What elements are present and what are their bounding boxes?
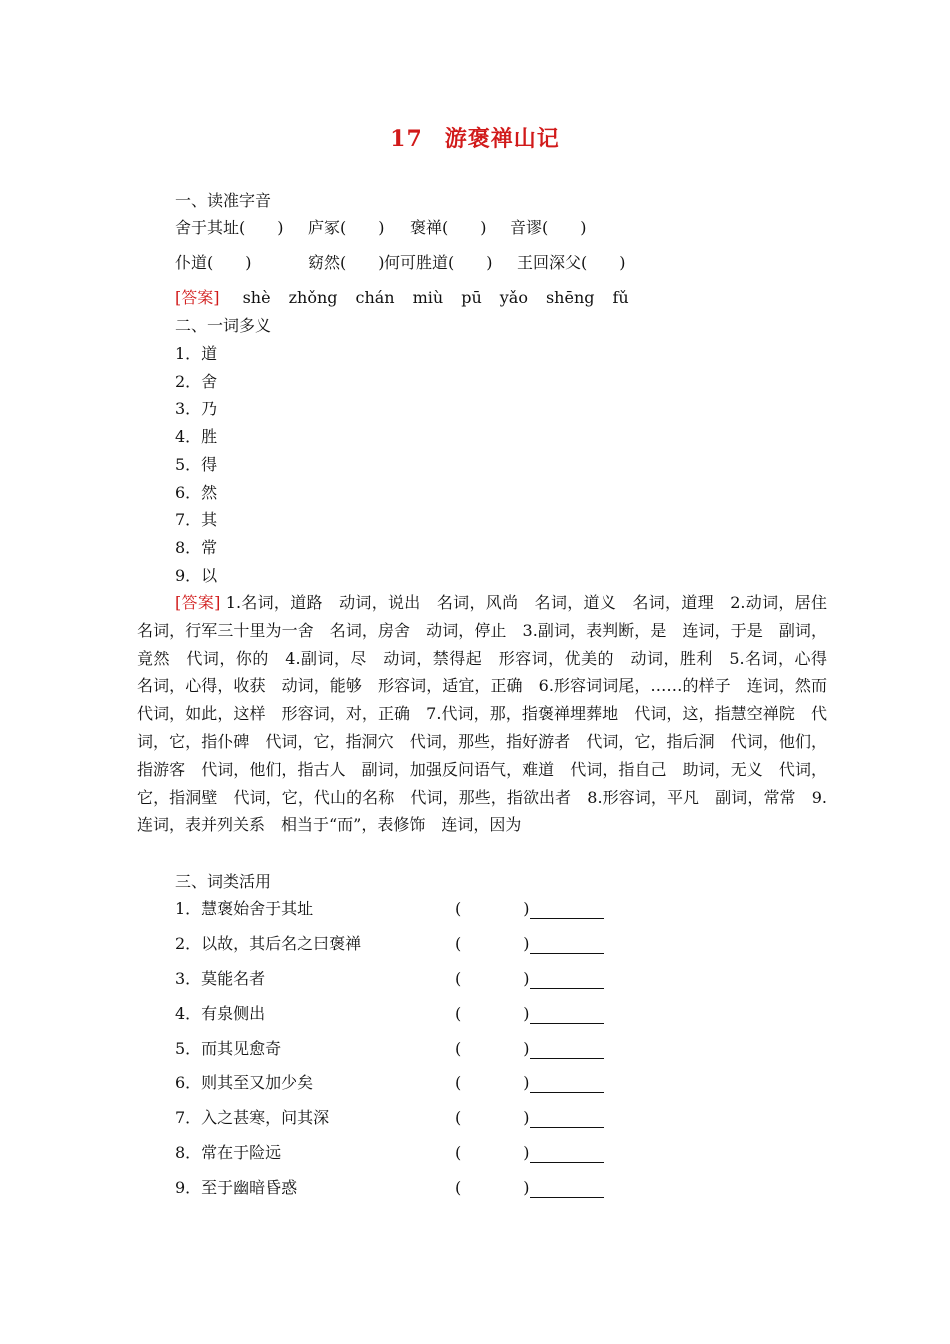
polysemy-item: 2．舍	[175, 372, 218, 391]
answer-text: 1.名词，道路 动词，说出 名词，风尚 名词，道义 名词，道理 2.动词，居住 名词，行军三十里为一舍 名词，房舍 动词，停止 3.副词，表判断，是 连词，于是 副词，竟然 代词，你的 4.副词，尽 动词，禁得起 形容词，优美的 动词，胜利 5.名词，心得 名词，心得，收获 动词，能够 形容词，适宜，正确 6.形容词词尾，……的样子 连词，然而 代词，如此，这样 形容词，对，正确 7.代词，那，指褒禅埋葬地 代词，这，指慧空禅院 代词，它，指仆碑 代词，它，指洞穴 代词，那些，指好游者 代词，它，指后洞 代词，他们，指游客 代词，他们，指古人 副词，加强反问语气，难道 代词，指自己 助词，无义 代词，它，指洞壁 代词，它，代山的名称 代词，那些，指欲出者 8.形容词，平凡 副词，常常 9.连词，表并列关系 相当于“而”，表修饰 连词，因为	[137, 593, 844, 835]
usage-item: 4．有泉侧出	[175, 1004, 266, 1023]
pinyin: miù	[412, 288, 444, 307]
pron-item: 音谬( )	[510, 218, 587, 237]
polysemy-item: 1．道	[175, 344, 218, 363]
answer-blank[interactable]: ( )	[455, 899, 604, 919]
pron-item: 王回深父( )	[517, 253, 626, 272]
pinyin: zhǒng	[288, 288, 338, 307]
pronunciation-row-2	[175, 253, 626, 273]
pron-item: 褒禅( )	[410, 218, 487, 237]
usage-item: 5．而其见愈奇	[175, 1039, 282, 1058]
usage-item: 2．以故，其后名之曰褒禅	[175, 934, 362, 953]
answer-blank[interactable]: ( )	[455, 1039, 604, 1059]
answer-pinyin	[175, 288, 647, 308]
pronunciation-row-1	[175, 218, 587, 238]
answer-tag: [答案]	[175, 593, 221, 612]
lesson-number: 17	[390, 126, 423, 152]
pron-item: 仆道( )	[175, 253, 252, 272]
pron-item: 何可胜道( )	[384, 253, 493, 272]
pron-item: 窈然( )	[308, 253, 385, 272]
polysemy-item: 4．胜	[175, 427, 218, 446]
answer-blank[interactable]: ( )	[455, 1178, 604, 1198]
answer-blank[interactable]: ( )	[455, 969, 604, 989]
polysemy-item: 7．其	[175, 510, 218, 529]
section2-heading: 二、一词多义	[175, 316, 272, 335]
pron-item: 舍于其址( )	[175, 218, 284, 237]
pinyin: shè	[242, 288, 271, 307]
polysemy-answer	[137, 589, 844, 839]
pinyin: yǎo	[499, 288, 528, 307]
usage-item: 3．莫能名者	[175, 969, 266, 988]
pinyin: fǔ	[612, 288, 629, 307]
answer-blank[interactable]: ( )	[455, 1073, 604, 1093]
usage-item: 8．常在于险远	[175, 1143, 282, 1162]
answer-blank[interactable]: ( )	[455, 1004, 604, 1024]
pron-item: 庐冢( )	[308, 218, 385, 237]
polysemy-item: 3．乃	[175, 399, 218, 418]
pinyin: shēng	[545, 288, 595, 307]
answer-blank[interactable]: ( )	[455, 1143, 604, 1163]
pinyin: chán	[355, 288, 395, 307]
answer-tag: [答案]	[175, 288, 220, 307]
usage-item: 7．入之甚寒，问其深	[175, 1108, 330, 1127]
polysemy-item: 6．然	[175, 483, 218, 502]
polysemy-item: 8．常	[175, 538, 218, 557]
answer-blank[interactable]: ( )	[455, 1108, 604, 1128]
pinyin: pū	[461, 288, 482, 307]
section3-heading: 三、词类活用	[175, 872, 272, 891]
polysemy-item: 9．以	[175, 566, 218, 585]
usage-item: 9．至于幽暗昏惑	[175, 1178, 298, 1197]
section1-heading: 一、读准字音	[175, 191, 272, 210]
answer-blank[interactable]: ( )	[455, 934, 604, 954]
usage-item: 6．则其至又加少矣	[175, 1073, 314, 1092]
polysemy-item: 5．得	[175, 455, 218, 474]
lesson-title: 游褒禅山记	[444, 126, 560, 152]
page-title	[0, 122, 950, 153]
usage-item: 1．慧褒始舍于其址	[175, 899, 314, 918]
